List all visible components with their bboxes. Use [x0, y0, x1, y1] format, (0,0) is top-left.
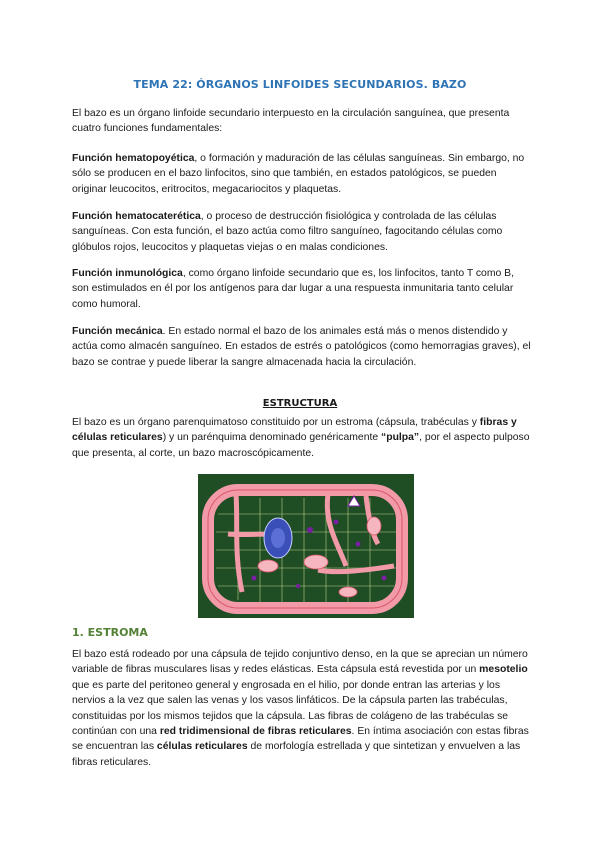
text-run: que es parte del peritoneo general y engrosada en el hilio, por donde entran las arterias y los nervios a la vez que salen las venas y los vasos linfáticos. De la cápsula parten las trabéculas, constituidas por los mismos tejidos que la cápsula. Las fibras de colágeno de las trabéculas se continúan con una [72, 679, 509, 738]
function-inmunologica-paragraph [72, 266, 532, 312]
bold-term: red tridimensional de fibras reticulares [159, 726, 352, 738]
estroma-paragraph [72, 647, 532, 770]
text-run: El bazo está rodeado por una cápsula de tejido conjuntivo denso, en la que se aprecian un número variable de fibras musculares lisas y redes elásticas. Esta cápsula está revestida por un [72, 649, 528, 676]
bold-term: “pulpa” [381, 432, 420, 444]
function-text: , o proceso de destrucción fisiológica y controlada de las células sanguíneas. Con esta función, el bazo actúa como filtro sanguíneo, fagocitando células como glóbulos rojos, leucocitos y plaquetas viejas o en malas condiciones. [72, 211, 503, 253]
function-hematocateretica-paragraph [72, 209, 532, 255]
bold-term: células reticulares [156, 741, 248, 753]
intro-paragraph: El bazo es un órgano linfoide secundario interpuesto en la circulación sanguínea, que presenta cuatro funciones fundamentales: [72, 108, 510, 135]
bold-term: fibras y células reticulares [72, 417, 517, 444]
function-text: , o formación y maduración de las células sanguíneas. Sin embargo, no sólo se producen en el bazo linfocitos, sino que también, en estados patológicos, se pueden originar leucocitos, eritrocitos, megacariocitos y plaquetas. [72, 153, 525, 195]
function-text: . En estado normal el bazo de los animales está más o menos distendido y actúa como almacén sanguíneo. En estados de estrés o patológicos (como hemorragias graves), el bazo se contrae y puede liberar la sangre almacenada hacia la circulación. [72, 326, 531, 368]
text-run: , por el aspecto pulposo que presenta, al corte, un bazo macroscópicamente. [72, 432, 530, 459]
function-text: , como órgano linfoide secundario que es, los linfocitos, tanto T como B, son estimulados en él por los antígenos para dar lugar a una respuesta inmunitaria tanto celular como humoral. [72, 268, 514, 310]
text-run: de morfología estrellada y que sintetizan y envuelven a las fibras reticulares. [72, 741, 521, 768]
text-run: El bazo es un órgano parenquimatoso constituido por un estroma (cápsula, trabéculas y [72, 417, 480, 428]
page-title: TEMA 22: ÓRGANOS LINFOIDES SECUNDARIOS. BAZO [133, 78, 467, 91]
function-hematopoyetica-paragraph [72, 151, 532, 197]
function-term: Función inmunológica [72, 268, 183, 279]
function-term: Función hematocaterética [72, 211, 201, 222]
text-run: ) y un parénquima denominado genéricamente [162, 432, 382, 444]
section-heading-estructura: ESTRUCTURA [262, 398, 338, 409]
section-heading-estroma: 1. ESTROMA [72, 626, 148, 639]
bold-term: mesotelio [479, 664, 528, 676]
text-run: . En íntima asociación con estas fibras se encuentran las [72, 726, 529, 753]
spleen-structure-diagram [198, 474, 414, 618]
germinal-center [271, 528, 285, 548]
function-mecanica-paragraph [72, 324, 532, 370]
function-term: Función hematopoyética [72, 153, 195, 164]
structure-paragraph [72, 415, 532, 461]
function-term: Función mecánica [72, 326, 163, 337]
